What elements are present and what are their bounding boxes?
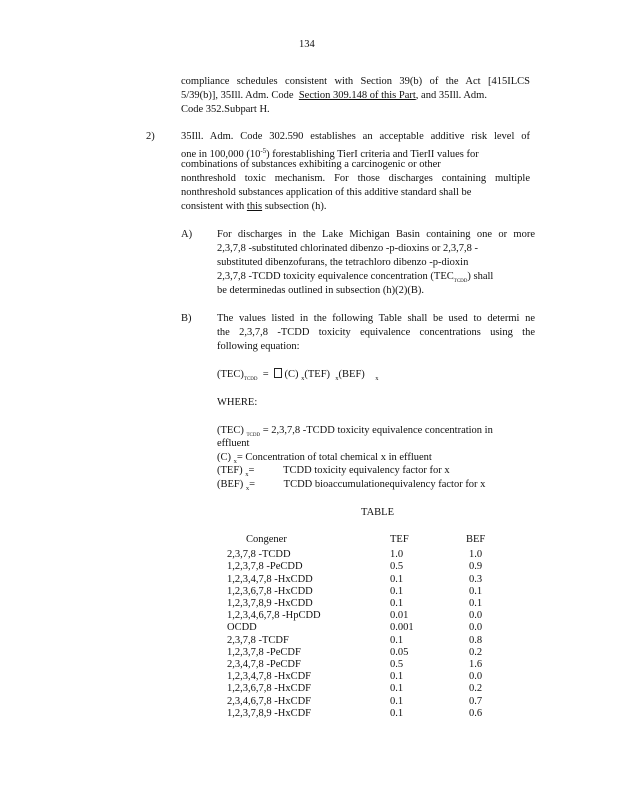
table-row — [225, 671, 506, 683]
equation-x-subscript-1: x — [301, 375, 305, 382]
congener-cell: 1,2,3,4,7,8 -HxCDF — [227, 671, 312, 683]
definition-tef-term: (TEF) — [217, 465, 243, 476]
bef-cell: 0.3 — [469, 573, 483, 585]
item-b-line-3: following equation: — [217, 341, 300, 352]
tef-cell: 0.1 — [390, 598, 404, 610]
tef-cell: 0.1 — [390, 683, 404, 695]
table-row — [225, 598, 506, 610]
bef-cell: 0.0 — [469, 610, 483, 622]
tef-cell: 0.001 — [390, 622, 414, 634]
bef-cell: 0.8 — [469, 634, 483, 646]
item-a-line-4-end: ) shall — [467, 271, 494, 282]
definition-tec-term: (TEC) — [217, 425, 244, 436]
table-row — [225, 635, 506, 647]
item-a-line-1: For discharges in the Lake Michigan Basin containing one or more — [217, 229, 535, 240]
this-reference: this — [246, 201, 263, 212]
item-2-line-6-end: subsection (h). — [264, 201, 327, 212]
bef-cell: 0.9 — [469, 561, 483, 573]
congener-cell: 1,2,3,7,8 -PeCDD — [227, 561, 303, 573]
congener-cell: 1,2,3,6,7,8 -HxCDD — [227, 585, 313, 597]
congener-cell: 1,2,3,7,8,9 -HxCDF — [227, 707, 312, 719]
tef-cell: 1.0 — [390, 549, 404, 561]
equation-lhs: (TEC) — [217, 369, 244, 380]
item-2-line-1: 35Ill. Adm. Code 302.590 establishes an acceptable additive risk level of — [181, 131, 530, 142]
congener-cell: 2,3,4,7,8 -PeCDF — [227, 659, 301, 671]
bef-cell: 1.6 — [469, 659, 483, 671]
table-row — [225, 586, 506, 598]
column-header-congener: Congener — [246, 534, 287, 545]
section-309-148-reference: Section 309.148 of this Part — [298, 90, 416, 101]
table-row — [225, 561, 506, 573]
continuation-line-2-tail: , and 35Ill. Adm. — [415, 90, 487, 101]
tef-cell: 0.1 — [390, 695, 404, 707]
definition-tec-text: = 2,3,7,8 -TCDD toxicity equivalence concentration in — [262, 425, 493, 436]
item-a-line-4-start: 2,3,7,8 -TCDD toxicity equivalence concentration (TEC — [217, 271, 454, 282]
tef-cell: 0.1 — [390, 573, 404, 585]
bef-cell: 0.2 — [469, 683, 483, 695]
equation-lhs-subscript: TCDD — [243, 377, 258, 382]
definition-bef-equals: = — [249, 479, 256, 490]
tef-cell: 0.5 — [390, 659, 404, 671]
continuation-line-1: compliance schedules consistent with Section 39(b) of the Act [415ILCS — [181, 76, 530, 87]
table-row — [225, 647, 506, 659]
definition-tef-equals: = — [248, 465, 255, 476]
congener-cell: 2,3,7,8 -TCDF — [227, 634, 289, 646]
definition-bef — [217, 478, 485, 496]
congener-cell: 1,2,3,7,8 -PeCDF — [227, 646, 301, 658]
item-b-line-1: The values listed in the following Table shall be used to determi ne — [217, 313, 535, 324]
congener-cell: 2,3,4,6,7,8 -HxCDF — [227, 695, 312, 707]
bef-cell: 0.1 — [469, 598, 483, 610]
definition-c-term: (C) — [217, 452, 231, 463]
table-row — [225, 696, 506, 708]
congener-cell: 1,2,3,4,7,8 -HxCDD — [227, 573, 313, 585]
definition-bef-subscript: x — [245, 485, 250, 492]
congener-cell: 1,2,3,6,7,8 -HxCDF — [227, 683, 312, 695]
congener-cell: 2,3,7,8 -TCDD — [227, 549, 291, 561]
table-row — [225, 622, 506, 634]
congener-cell: 1,2,3,4,6,7,8 -HpCDD — [227, 610, 321, 622]
item-2-line-2-end: ) forestablishing TierI criteria and TierII values for — [266, 149, 479, 160]
column-header-tef: TEF — [390, 534, 409, 545]
summation-symbol-icon — [274, 368, 282, 378]
where-heading: WHERE: — [217, 397, 258, 408]
bef-cell: 0.0 — [469, 622, 483, 634]
definition-bef-text: TCDD bioaccumulationequivalency factor for x — [283, 479, 486, 490]
item-2-line-4: nonthreshold toxic mechanism. For those discharges containing multiple — [181, 173, 530, 184]
table-row — [225, 659, 506, 671]
bef-cell: 0.7 — [469, 695, 483, 707]
tcdd-subscript: TCDD — [453, 279, 468, 284]
table-title: TABLE — [361, 507, 394, 518]
tef-cell: 0.1 — [390, 634, 404, 646]
tef-cell: 0.01 — [390, 610, 409, 622]
congener-table — [225, 534, 506, 720]
tec-equation — [217, 368, 379, 387]
continuation-line-2 — [181, 89, 530, 103]
item-2-line-3: combinations of substances exhibiting a carcinogenic or other — [181, 159, 441, 170]
tef-cell: 0.5 — [390, 561, 404, 573]
definition-tef-text: TCDD toxicity equivalency factor for x — [283, 465, 450, 476]
table-row — [225, 683, 506, 695]
table-row — [225, 610, 506, 622]
column-header-bef: BEF — [466, 534, 486, 545]
tef-cell: 0.1 — [390, 585, 404, 597]
definition-tec — [217, 424, 541, 443]
definition-c-subscript: x — [233, 458, 237, 465]
bef-cell: 0.2 — [469, 646, 483, 658]
equation-bef: (BEF) — [338, 369, 365, 380]
congener-cell: 1,2,3,7,8,9 -HxCDD — [227, 598, 313, 610]
item-a-line-5: be determinedas outlined in subsection (h)(2)(B). — [217, 285, 425, 296]
congener-cell: OCDD — [227, 622, 257, 634]
table-row — [225, 574, 506, 586]
tef-cell: 0.1 — [390, 707, 404, 719]
item-2-line-6-start: consistent with — [181, 201, 245, 212]
definition-c-text: = Concentration of total chemical x in effluent — [236, 452, 432, 463]
equation-x-subscript-2: x — [335, 375, 339, 382]
item-b-line-2: the 2,3,7,8 -TCDD toxicity equivalence concentrations using the — [217, 327, 535, 338]
table-row — [225, 549, 506, 561]
item-2-line-6 — [181, 200, 327, 214]
definition-bef-term: (BEF) — [217, 479, 244, 490]
item-2-line-2-start: one in 100,000 (10 — [181, 149, 261, 160]
tef-cell: 0.05 — [390, 646, 409, 658]
continuation-line-3: Code 352.Subpart H. — [181, 104, 270, 115]
bef-cell: 0.0 — [469, 671, 483, 683]
item-b-label: B) — [181, 313, 192, 324]
item-a-line-2: 2,3,7,8 -substituted chlorinated dibenzo -p-dioxins or 2,3,7,8 - — [217, 243, 478, 254]
item-a-label: A) — [181, 229, 193, 240]
definition-tec-subscript: TCDD — [246, 433, 261, 438]
continuation-line-2-text: 5/39(b)], 35Ill. Adm. Code — [181, 90, 294, 101]
item-a-line-3: substituted dibenzofurans, the tetrachloro dibenzo -p-dioxin — [217, 257, 469, 268]
bef-cell: 0.1 — [469, 585, 483, 597]
equation-concentration: (C) — [284, 369, 299, 380]
equation-tef: (TEF) — [304, 369, 331, 380]
item-2-line-5: nonthreshold substances application of this additive standard shall be — [181, 187, 472, 198]
table-header-row — [225, 534, 506, 546]
exponent-superscript: -5 — [260, 147, 267, 155]
item-2-label: 2) — [146, 131, 155, 142]
definition-tef-subscript: x — [245, 471, 249, 478]
definition-tec-continued: effluent — [217, 438, 250, 449]
equation-x-subscript-3: x — [375, 375, 379, 382]
table-row — [225, 708, 506, 720]
tef-cell: 0.1 — [390, 671, 404, 683]
equation-equals: = — [262, 369, 269, 380]
bef-cell: 0.6 — [469, 707, 483, 719]
bef-cell: 1.0 — [469, 549, 483, 561]
page-number: 134 — [299, 39, 315, 50]
